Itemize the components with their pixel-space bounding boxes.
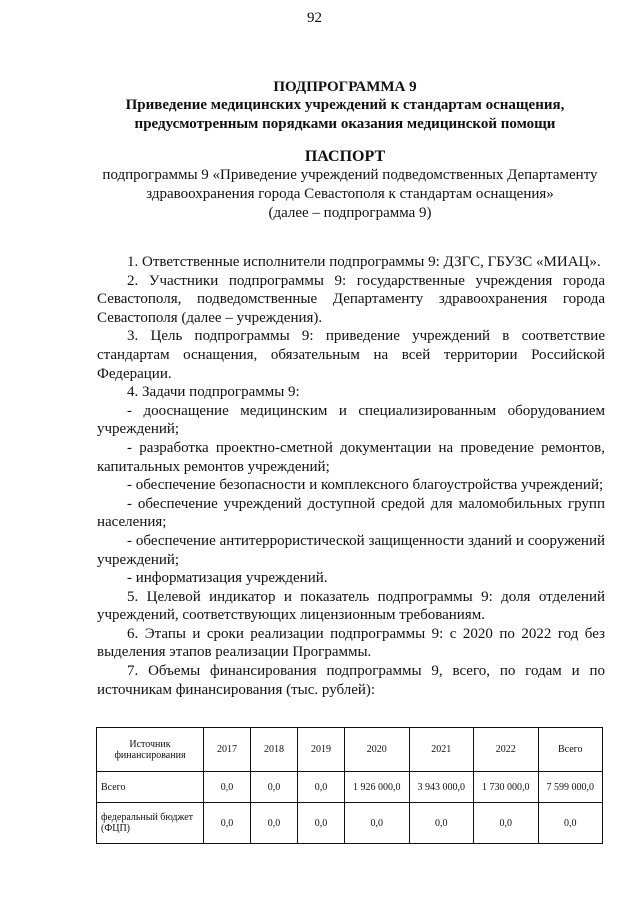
table-cell: Всего bbox=[97, 772, 204, 803]
table-cell: 0,0 bbox=[538, 803, 603, 844]
passport-subtitle bbox=[95, 166, 605, 223]
task-item: - обеспечение антитеррористической защищенности зданий и сооружений учреждений; bbox=[97, 532, 605, 568]
table-cell: 3 943 000,0 bbox=[409, 772, 474, 803]
table-cell: 7 599 000,0 bbox=[538, 772, 603, 803]
table-cell: 0,0 bbox=[345, 803, 410, 844]
table-cell: федеральный бюджет (ФЦП) bbox=[97, 803, 204, 844]
header-2020: 2020 bbox=[345, 728, 410, 772]
task-item: - обеспечение учреждений доступной средой для маломобильных групп населения; bbox=[97, 495, 605, 531]
page-number: 92 bbox=[307, 10, 322, 26]
table-cell: 1 730 000,0 bbox=[474, 772, 539, 803]
header-2019: 2019 bbox=[298, 728, 345, 772]
header-total: Всего bbox=[538, 728, 603, 772]
table-cell: 0,0 bbox=[298, 803, 345, 844]
task-item: - разработка проектно-сметной документации на проведение ремонтов, капитальных ремонтов учреждений; bbox=[97, 439, 605, 475]
paragraph-indicator: 5. Целевой индикатор и показатель подпрограммы 9: доля отделений учреждений, соответствующих лицензионным требованиям. bbox=[97, 588, 605, 624]
header-2022: 2022 bbox=[474, 728, 539, 772]
header-2017: 2017 bbox=[204, 728, 251, 772]
task-item: - дооснащение медицинским и специализированным оборудованием учреждений; bbox=[97, 402, 605, 438]
table-cell: 1 926 000,0 bbox=[345, 772, 410, 803]
paragraph-stages: 6. Этапы и сроки реализации подпрограммы 9: с 2020 по 2022 год без выделения этапов реализации Программы. bbox=[97, 625, 605, 661]
program-subtitle-line-2: предусмотренным порядками оказания медицинской помощи bbox=[134, 116, 556, 132]
paragraph-goal: 3. Цель подпрограммы 9: приведение учреждений в соответствие стандартам оснащения, обязательным на всей территории Российской Федерации. bbox=[97, 328, 605, 382]
paragraph-tasks: 4. Задачи подпрограммы 9: bbox=[127, 384, 300, 401]
passport-subtitle-line-3: (далее – подпрограмма 9) bbox=[268, 205, 432, 221]
header-source: Источник финансирования bbox=[97, 728, 204, 772]
task-item: - обеспечение безопасности и комплексного благоустройства учреждений; bbox=[127, 477, 604, 494]
table-row bbox=[97, 803, 603, 844]
program-title: ПОДПРОГРАММА 9 bbox=[273, 79, 417, 95]
paragraph-participants: 2. Участники подпрограммы 9: государственные учреждения города Севастополя, подведомственные Департаменту здравоохранения города Севастополя (далее – учреждения). bbox=[97, 272, 605, 326]
table-cell: 0,0 bbox=[251, 772, 298, 803]
table-cell: 0,0 bbox=[409, 803, 474, 844]
table-header-row bbox=[97, 728, 603, 772]
paragraph-funding: 7. Объемы финансирования подпрограммы 9, всего, по годам и по источникам финансирования (тыс. рублей): bbox=[97, 663, 605, 698]
table-cell: 0,0 bbox=[251, 803, 298, 844]
header-2021: 2021 bbox=[409, 728, 474, 772]
task-item: - информатизация учреждений. bbox=[127, 570, 328, 587]
table-cell: 0,0 bbox=[204, 772, 251, 803]
table-cell: 0,0 bbox=[298, 772, 345, 803]
paragraph-responsible: 1. Ответственные исполнители подпрограммы 9: ДЗГС, ГБУЗС «МИАЦ». bbox=[127, 254, 601, 270]
funding-table bbox=[96, 727, 603, 844]
header-2018: 2018 bbox=[251, 728, 298, 772]
passport-body bbox=[97, 253, 605, 699]
program-subtitle-line-1: Приведение медицинских учреждений к стандартам оснащения, bbox=[125, 97, 565, 113]
passport-subtitle-line-1: подпрограммы 9 «Приведение учреждений подведомственных Департаменту bbox=[102, 167, 598, 183]
passport-title: ПАСПОРТ bbox=[304, 148, 386, 165]
table-row bbox=[97, 772, 603, 803]
table-cell: 0,0 bbox=[474, 803, 539, 844]
table-cell: 0,0 bbox=[204, 803, 251, 844]
program-subtitle bbox=[95, 96, 595, 134]
passport-subtitle-line-2: здравоохранения города Севастополя к стандартам оснащения» bbox=[146, 186, 554, 202]
